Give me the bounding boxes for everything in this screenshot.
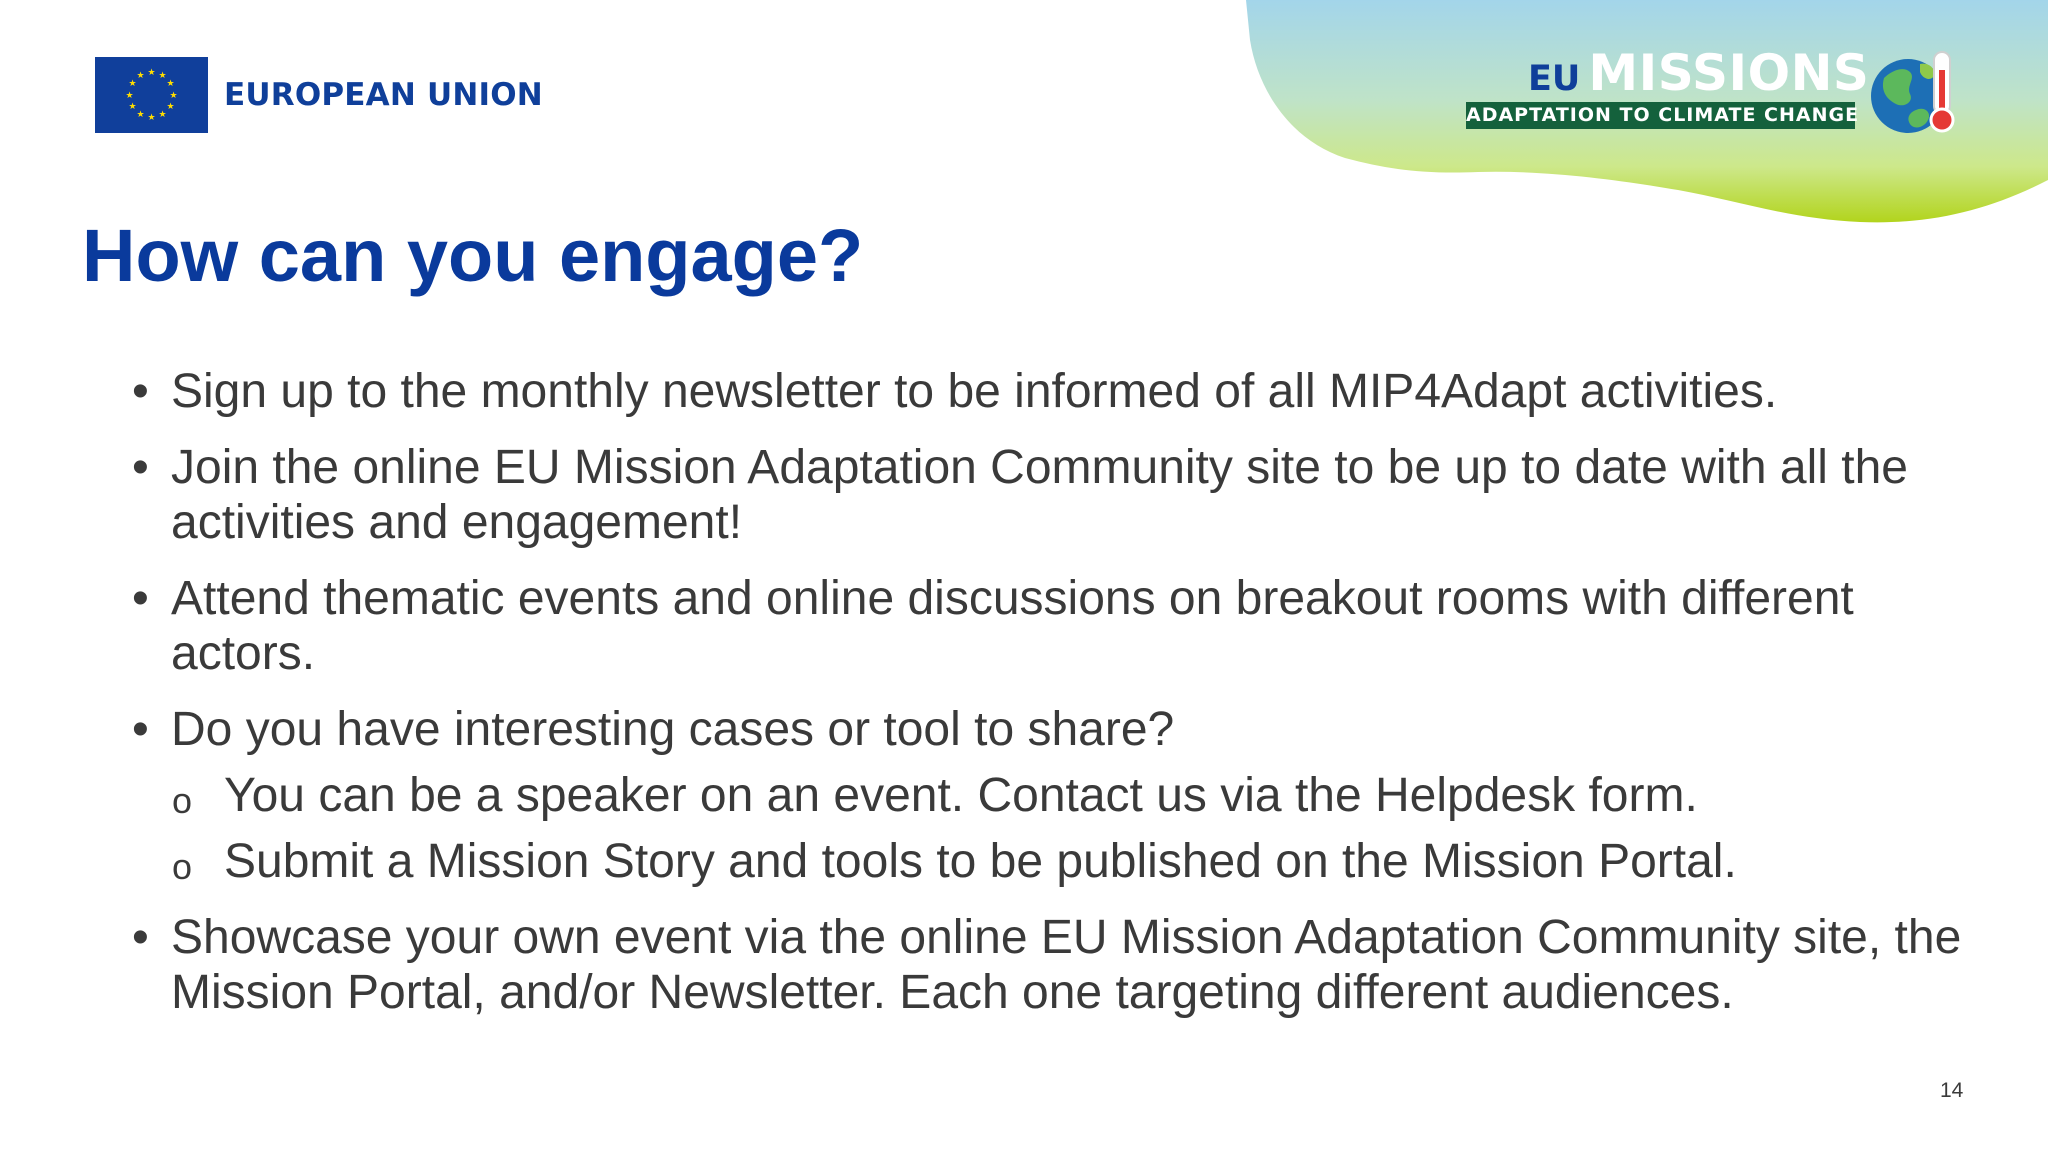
bullet-marker: • <box>132 911 149 964</box>
missions-logo <box>1466 42 1966 142</box>
svg-text:★: ★ <box>136 110 145 120</box>
bullet-marker: • <box>132 703 149 756</box>
bullet-item <box>130 440 2000 550</box>
sub-bullet-text: You can be a speaker on an event. Contact us via the Helpdesk form. <box>224 769 1698 822</box>
bullet-text: Attend thematic events and online discussions on breakout rooms with different actors. <box>171 572 1854 680</box>
svg-text:★: ★ <box>147 68 156 78</box>
bullet-item <box>130 910 2000 1020</box>
missions-prefix: EU <box>1528 59 1581 99</box>
sub-bullet-item <box>171 768 2000 823</box>
page-number: 14 <box>1940 1079 1964 1102</box>
missions-tagline: ADAPTATION TO CLIMATE CHANGE <box>1466 102 1855 129</box>
svg-text:★: ★ <box>166 79 175 89</box>
bullet-item <box>130 702 2000 889</box>
svg-text:★: ★ <box>169 91 178 101</box>
sub-bullet-list <box>171 768 2000 889</box>
svg-text:★: ★ <box>158 71 167 81</box>
sub-bullet-marker: o <box>172 780 193 821</box>
missions-word: MISSIONS <box>1588 44 1870 102</box>
bullet-text: Sign up to the monthly newsletter to be informed of all MIP4Adapt activities. <box>171 365 1778 418</box>
sub-bullet-marker: o <box>172 846 193 887</box>
globe-thermometer-icon <box>1870 48 1960 138</box>
bullet-marker: • <box>132 365 149 418</box>
missions-title <box>1528 44 1869 102</box>
bullet-text: Do you have interesting cases or tool to share? <box>171 703 1175 756</box>
sub-bullet-text: Submit a Mission Story and tools to be published on the Mission Portal. <box>224 835 1737 888</box>
bullet-marker: • <box>132 441 149 494</box>
bullet-item <box>130 364 2000 419</box>
eu-flag-icon <box>95 57 208 133</box>
svg-text:★: ★ <box>125 91 134 101</box>
svg-text:★: ★ <box>166 102 175 112</box>
svg-text:★: ★ <box>136 71 145 81</box>
eu-logo <box>95 57 543 133</box>
svg-text:★: ★ <box>128 79 137 89</box>
sub-bullet-item <box>171 834 2000 889</box>
bullet-item <box>130 571 2000 681</box>
bullet-marker: • <box>132 572 149 625</box>
bullet-text: Join the online EU Mission Adaptation Community site to be up to date with all the activities and engagement! <box>171 441 1908 549</box>
svg-text:★: ★ <box>147 113 156 123</box>
bullet-text: Showcase your own event via the online EU Mission Adaptation Community site, the Mission Portal, and/or Newsletter. Each one targeting different audiences. <box>171 911 1962 1019</box>
svg-text:★: ★ <box>128 102 137 112</box>
eu-label: EUROPEAN UNION <box>224 77 543 113</box>
slide-title: How can you engage? <box>82 214 864 297</box>
svg-text:★: ★ <box>158 110 167 120</box>
bullet-list <box>130 364 2000 1041</box>
